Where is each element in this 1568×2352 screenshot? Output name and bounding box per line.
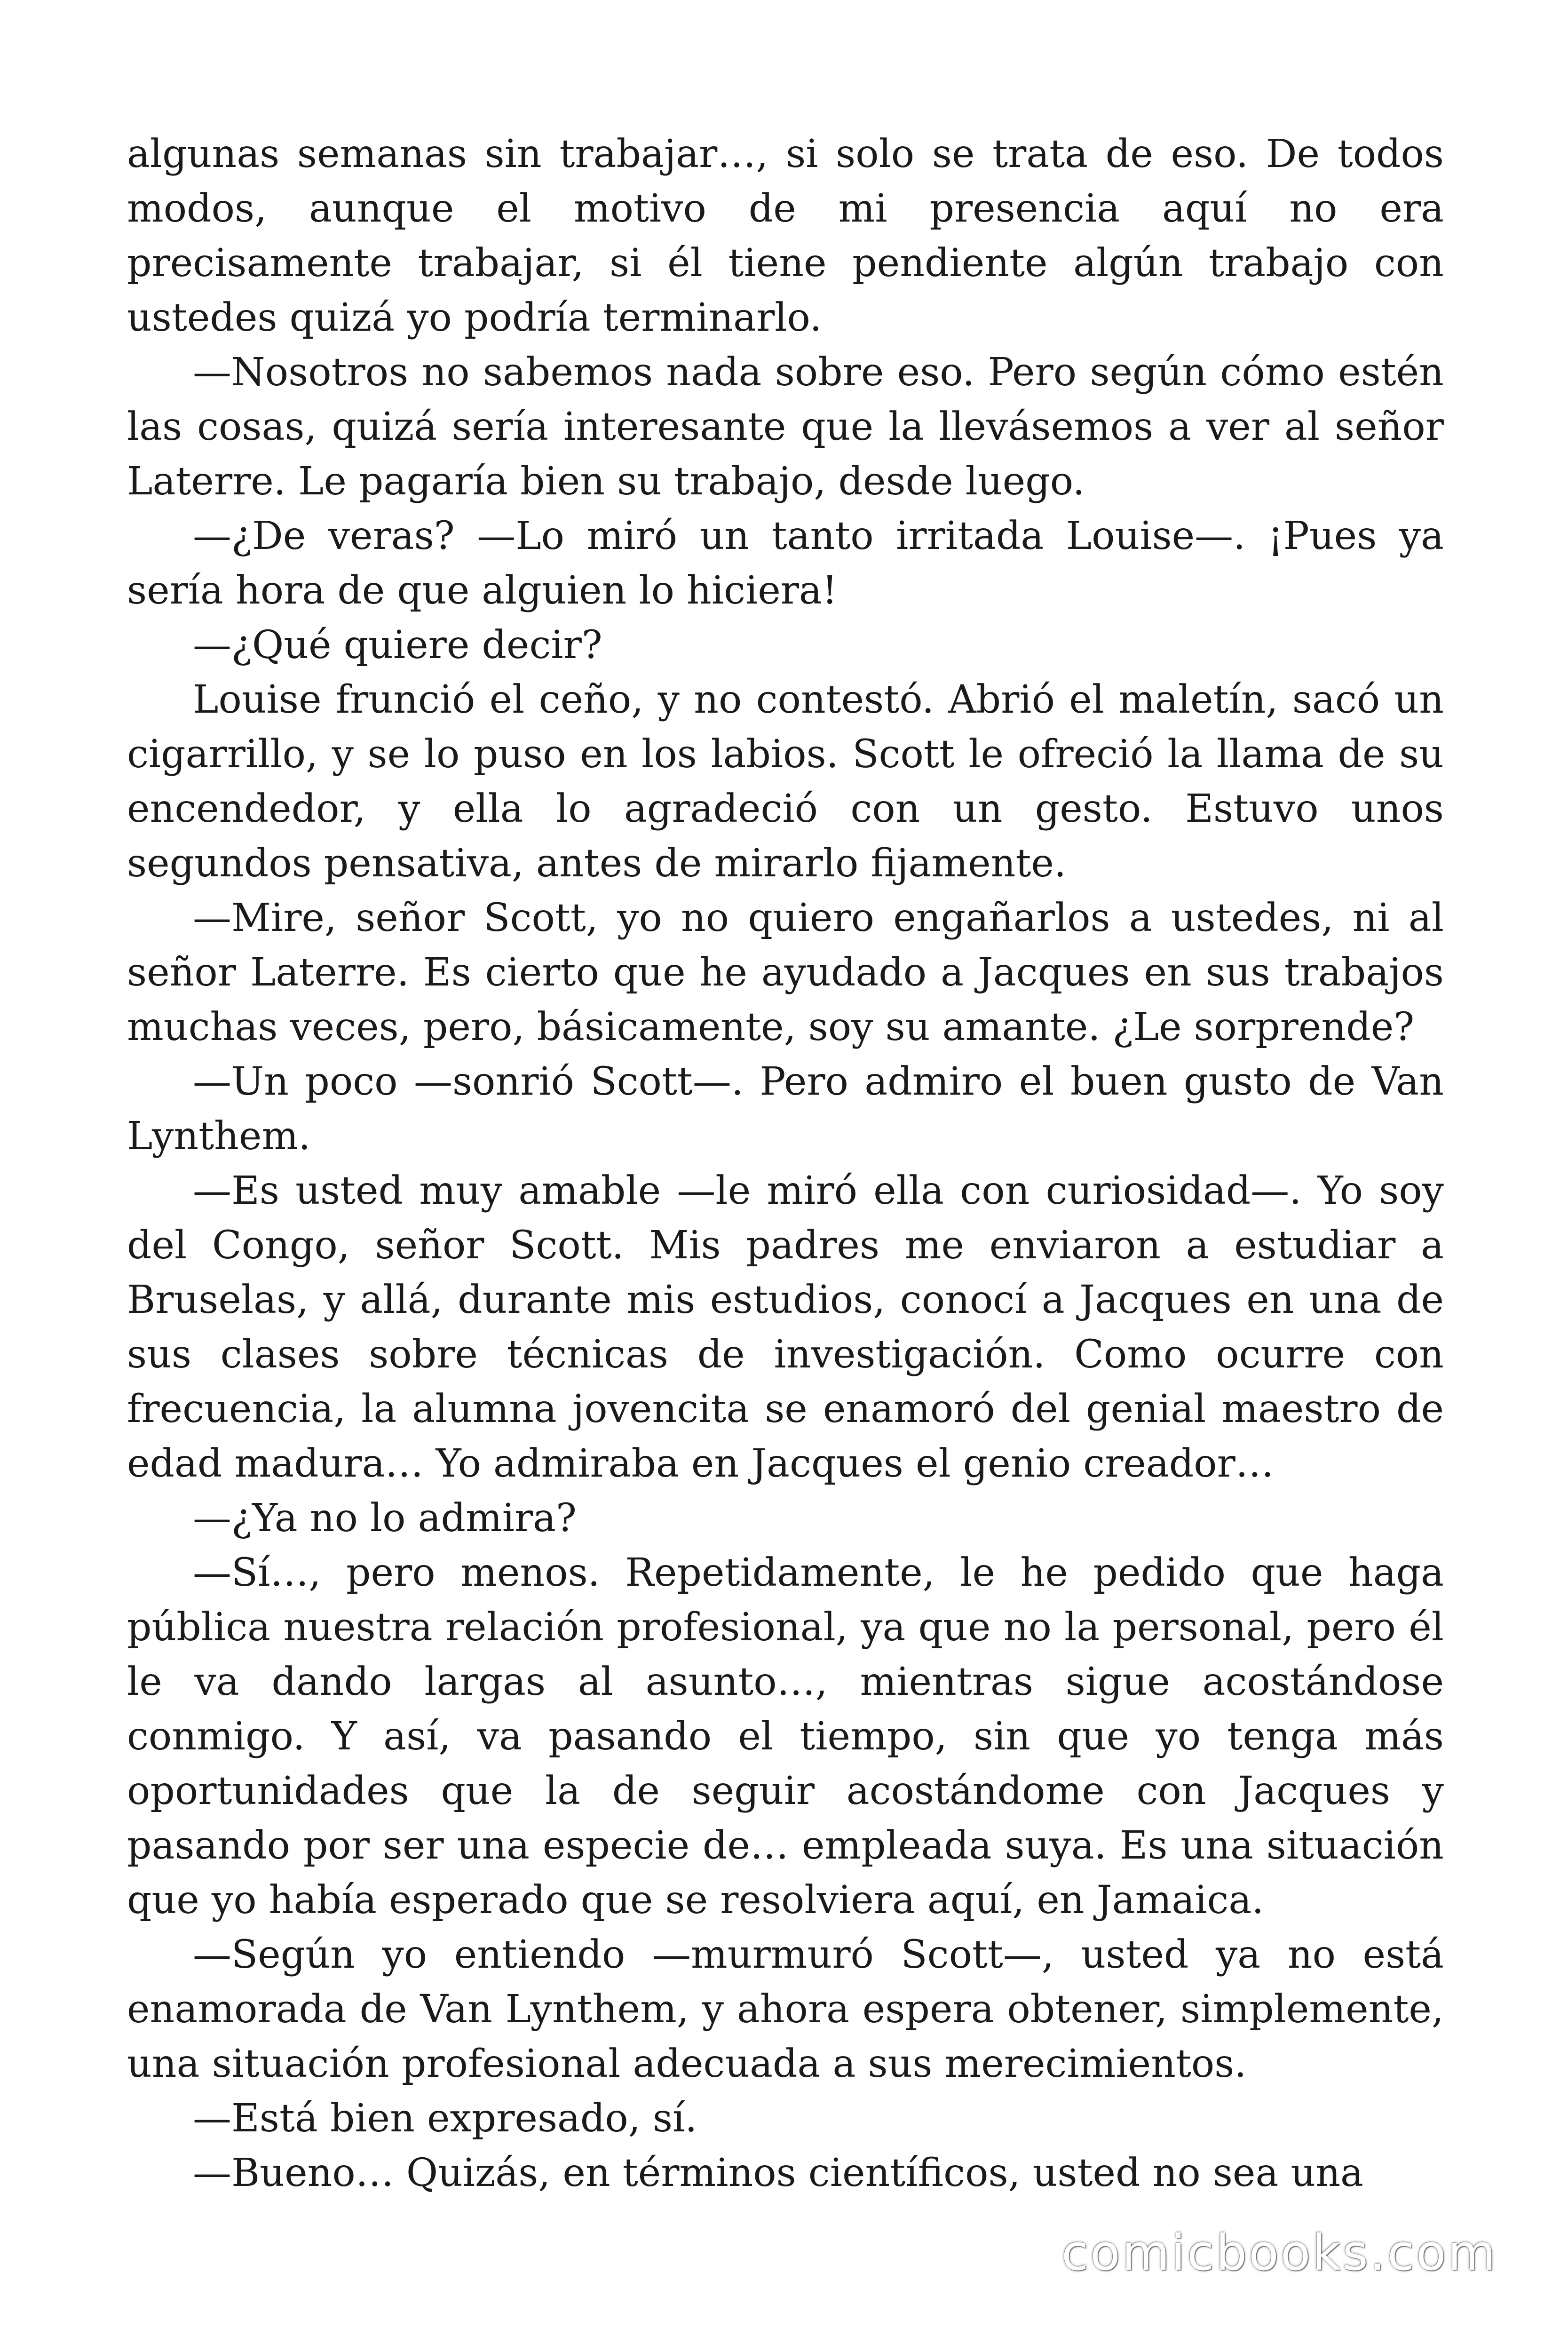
paragraph-13: —Bueno… Quizás, en términos científicos, usted no sea una	[193, 2151, 1363, 2195]
paragraph-6: —Mire, señor Scott, yo no quiero engañarlos a ustedes, ni al señor Laterre. Es cierto que he ayudado a Jacques en sus trabajos muchas veces, pero, básicamente, soy su amante. ¿Le sorprende?	[127, 896, 1444, 1049]
paragraph-4: —¿Qué quiere decir?	[193, 623, 602, 667]
paragraph-12: —Está bien expresado, sí.	[193, 2096, 697, 2141]
paragraph-9: —¿Ya no lo admira?	[193, 1496, 577, 1541]
book-page	[127, 127, 1444, 2197]
paragraph-5: Louise frunció el ceño, y no contestó. Abrió el maletín, sacó un cigarrillo, y se lo puso en los labios. Scott le ofreció la llama de su encendedor, y ella lo agradeció con un gesto. Estuvo unos segundos pensativa, antes de mirarlo fijamente.	[127, 677, 1444, 886]
paragraph-8: —Es usted muy amable —le miró ella con curiosidad—. Yo soy del Congo, señor Scott. Mis padres me enviaron a estudiar a Bruselas, y allá, durante mis estudios, conocí a Jacques en una de sus clases sobre técnicas de investigación. Como ocurre con frecuencia, la alumna jovencita se enamoró del genial maestro de edad madura… Yo admiraba en Jacques el genio creador…	[127, 1168, 1444, 1486]
paragraph-10: —Sí…, pero menos. Repetidamente, le he pedido que haga pública nuestra relación profesional, ya que no la personal, pero él le va dando largas al asunto…, mientras sigue acostándose conmigo. Y así, va pasando el tiempo, sin que yo tenga más oportunidades que la de seguir acostándome con Jacques y pasando por ser una especie de… empleada suya. Es una situación que yo había esperado que se resolviera aquí, en Jamaica.	[127, 1550, 1444, 1923]
paragraph-1: algunas semanas sin trabajar…, si solo se trata de eso. De todos modos, aunque el motivo de mi presencia aquí no era precisamente trabajar, si él tiene pendiente algún trabajo con ustedes quizá yo podría terminarlo.	[127, 132, 1444, 340]
paragraph-3: —¿De veras? —Lo miró un tanto irritada Louise—. ¡Pues ya sería hora de que alguien lo hiciera!	[127, 514, 1444, 613]
paragraph-2: —Nosotros no sabemos nada sobre eso. Pero según cómo estén las cosas, quizá sería interesante que la llevásemos a ver al señor Laterre. Le pagaría bien su trabajo, desde luego.	[127, 350, 1444, 504]
paragraph-7: —Un poco —sonrió Scott—. Pero admiro el buen gusto de Van Lynthem.	[127, 1059, 1444, 1159]
watermark: comicbooks.com	[1061, 2224, 1497, 2281]
paragraph-11: —Según yo entiendo —murmuró Scott—, usted ya no está enamorada de Van Lynthem, y ahora espera obtener, simplemente, una situación profesional adecuada a sus merecimientos.	[127, 1932, 1444, 2086]
